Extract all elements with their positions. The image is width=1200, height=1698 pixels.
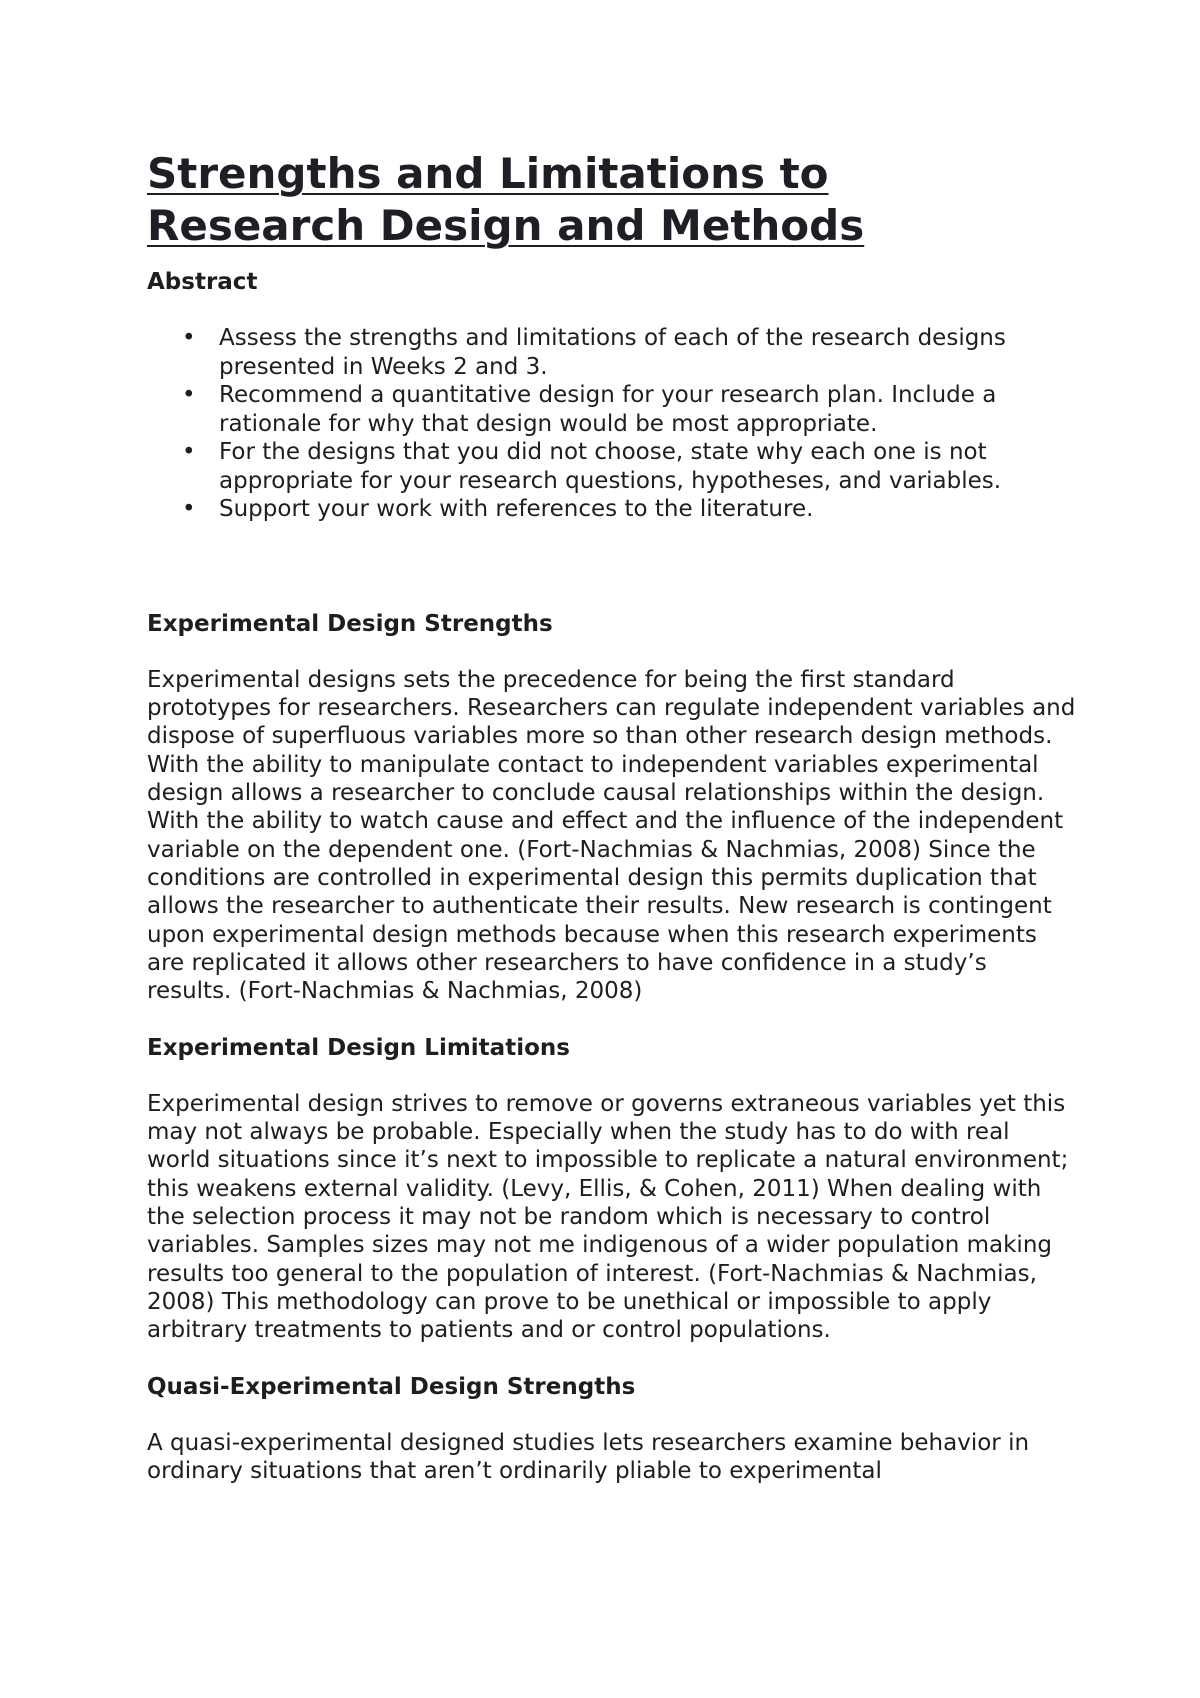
section-heading-experimental-limitations: Experimental Design Limitations bbox=[147, 1034, 570, 1061]
section-heading-experimental-strengths: Experimental Design Strengths bbox=[147, 610, 553, 637]
section-body-experimental-strengths: Experimental designs sets the precedence for being the first standard prototypes for researchers. Researchers can regulate independent variables and dispose of superfluous variables more so than other research design methods. With the ability to manipulate contact to independent variables experimental design allows a researcher to conclude causal relationships within the design. With the ability to watch cause and effect and the influence of the independent variable on the dependent one. (Fort-Nachmias & Nachmias, 2008) Since the conditions are controlled in experimental design this permits duplication that allows the researcher to authenticate their results. New research is contingent upon experimental design methods because when this research experiments are replicated it allows other researchers to have confidence in a study’s results. (Fort-Nachmias & Nachmias, 2008) bbox=[147, 666, 1076, 1005]
abstract-list bbox=[147, 324, 1077, 524]
document-title bbox=[147, 148, 1077, 252]
list-item: • Assess the strengths and limitations of each of the research designs presented in Weeks 2 and 3. bbox=[147, 324, 1077, 381]
section-heading-quasi-strengths: Quasi-Experimental Design Strengths bbox=[147, 1373, 636, 1400]
list-item: • For the designs that you did not choose, state why each one is not appropriate for your research questions, hypotheses, and variables. bbox=[147, 438, 1077, 495]
list-item: • Recommend a quantitative design for your research plan. Include a rationale for why that design would be most appropriate. bbox=[147, 381, 1077, 438]
abstract-heading: Abstract bbox=[147, 269, 258, 295]
document-page bbox=[147, 148, 1077, 1485]
list-item: • Support your work with references to the literature. bbox=[147, 495, 1077, 524]
title-line-2: Research Design and Methods bbox=[147, 201, 865, 250]
section-body-quasi-strengths: A quasi-experimental designed studies lets researchers examine behavior in ordinary situations that aren’t ordinarily pliable to experimental bbox=[147, 1429, 1030, 1485]
section-body-experimental-limitations: Experimental design strives to remove or governs extraneous variables yet this may not always be probable. Especially when the study has to do with real world situations since it’s next to impossible to replicate a natural environment; this weakens external validity. (Levy, Ellis, & Cohen, 2011) When dealing with the selection process it may not be random which is necessary to control variables. Samples sizes may not me indigenous of a wider population making results too general to the population of interest. (Fort-Nachmias & Nachmias, 2008) This methodology can prove to be unethical or impossible to apply arbitrary treatments to patients and or control populations. bbox=[147, 1090, 1069, 1344]
title-line-1: Strengths and Limitations to bbox=[147, 149, 829, 198]
